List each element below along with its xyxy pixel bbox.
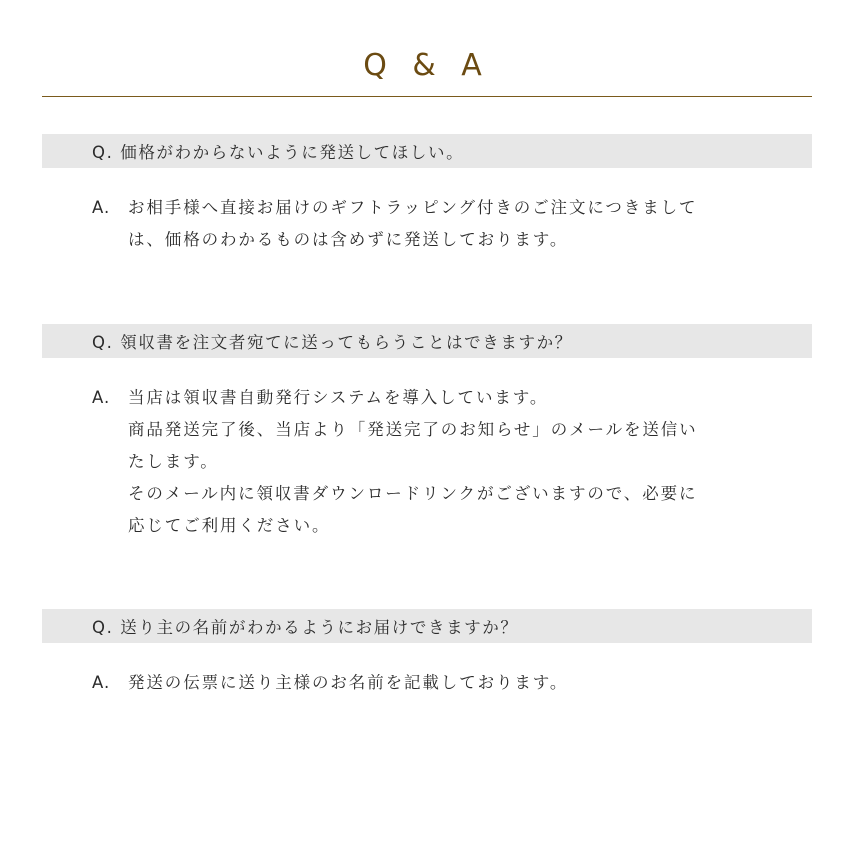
qa-item: [42, 609, 812, 699]
answer-prefix: A.: [92, 388, 111, 407]
answer-text: [128, 192, 768, 256]
answer-line: そのメール内に領収書ダウンロードリンクがございますので、必要に: [128, 484, 698, 503]
answer: [42, 382, 812, 542]
answer: [42, 667, 812, 699]
answer-line: は、価格のわかるものは含めずに発送しております。: [128, 230, 569, 249]
question-bar: [42, 134, 812, 168]
answer-text: [128, 667, 768, 699]
question-text: Q. 領収書を注文者宛てに送ってもらうことはできますか？: [92, 333, 573, 352]
page-title: Q & A: [363, 48, 490, 83]
answer-line: お相手様へ直接お届けのギフトラッピング付きのご注文につきまして: [128, 198, 698, 217]
question-text: Q. 送り主の名前がわかるようにお届けできますか？: [92, 618, 519, 637]
question-bar: [42, 609, 812, 643]
question-text: Q. 価格がわからないように発送してほしい。: [92, 143, 465, 162]
qa-item: [42, 324, 812, 542]
answer-prefix: A.: [92, 673, 111, 692]
answer: [42, 192, 812, 256]
answer-line: 商品発送完了後、当店より「発送完了のお知らせ」のメールを送信い: [128, 420, 698, 439]
answer-line: 応じてご利用ください。: [128, 516, 331, 535]
answer-line: 当店は領収書自動発行システムを導入しています。: [128, 388, 549, 407]
answer-prefix: A.: [92, 198, 111, 217]
title-divider: [42, 96, 812, 97]
question-bar: [42, 324, 812, 358]
answer-line: たします。: [128, 452, 219, 471]
answer-line: 発送の伝票に送り主様のお名前を記載しております。: [128, 673, 569, 692]
answer-text: [128, 382, 768, 542]
qa-item: [42, 134, 812, 256]
